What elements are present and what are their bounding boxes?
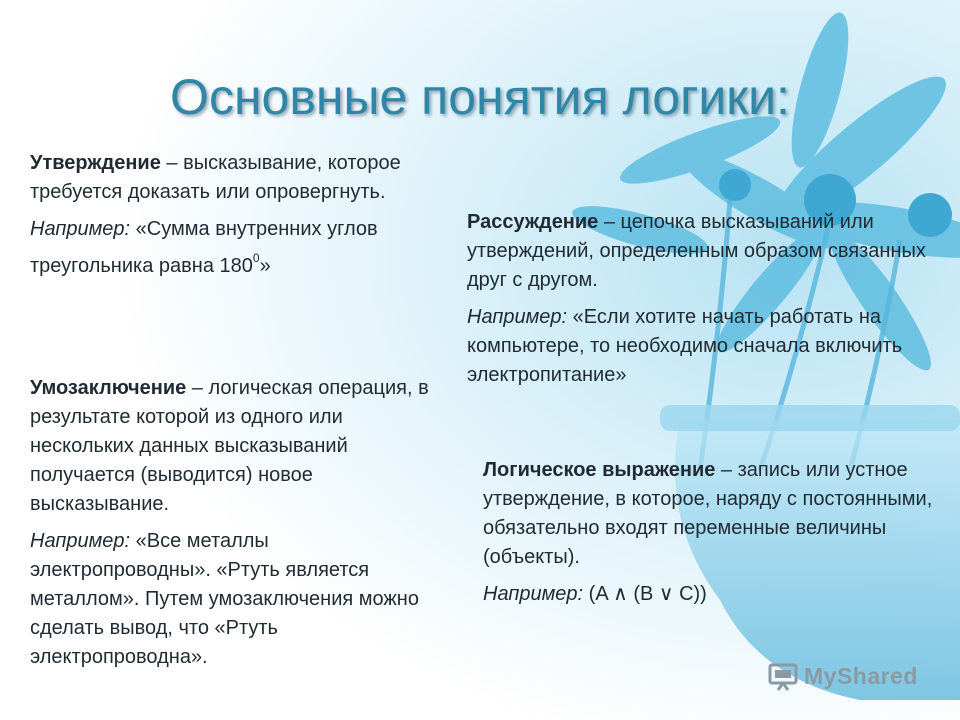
watermark-logo xyxy=(768,656,928,696)
expression-example: Например: (A ∧ (B ∨ C)) xyxy=(483,583,707,605)
statement-term: Утверждение xyxy=(30,152,161,174)
presentation-icon xyxy=(768,661,798,691)
reasoning-term: Рассуждение xyxy=(467,211,599,233)
watermark-text: MyShared xyxy=(804,662,918,689)
degree-superscript: 0 xyxy=(252,251,260,265)
inference-definition: Умозаключение – логическая операция, в результате которой из одного или нескольких данных высказываний получается (выводится) новое высказывание. xyxy=(30,377,429,515)
reasoning-example: Например: «Если хотите начать работать на компьютере, то необходимо сначала включить электропитание» xyxy=(467,306,903,386)
page-title: Основные понятия логики: xyxy=(170,69,790,125)
example-label: Например: xyxy=(30,218,131,240)
reasoning-block xyxy=(467,208,937,390)
statement-example: Например: «Сумма внутренних углов треугольника равна $180^0$» xyxy=(30,218,378,277)
inference-term: Умозаключение xyxy=(30,377,187,399)
example-label: Например: xyxy=(483,583,584,605)
reasoning-definition: Рассуждение – цепочка высказываний или утверждений, определенным образом связанных друг с другом. xyxy=(467,211,926,291)
example-label: Например: xyxy=(467,306,568,328)
expression-definition: Логическое выражение – запись или устное утверждение, в которое, наряду с постоянными, обязательно входят переменные величины (объекты). xyxy=(483,459,933,568)
statement-definition: Утверждение – высказывание, которое требуется доказать или опровергнуть. xyxy=(30,152,401,203)
example-label: Например: xyxy=(30,530,131,552)
expression-term: Логическое выражение xyxy=(483,459,716,481)
inference-example: Например: «Все металлы электропроводны». «Ртуть является металлом». Путем умозаключения можно сделать вывод, что «Ртуть электропроводна». xyxy=(30,530,419,668)
expression-block xyxy=(483,456,943,609)
inference-block xyxy=(30,374,450,672)
statement-block xyxy=(30,149,450,281)
